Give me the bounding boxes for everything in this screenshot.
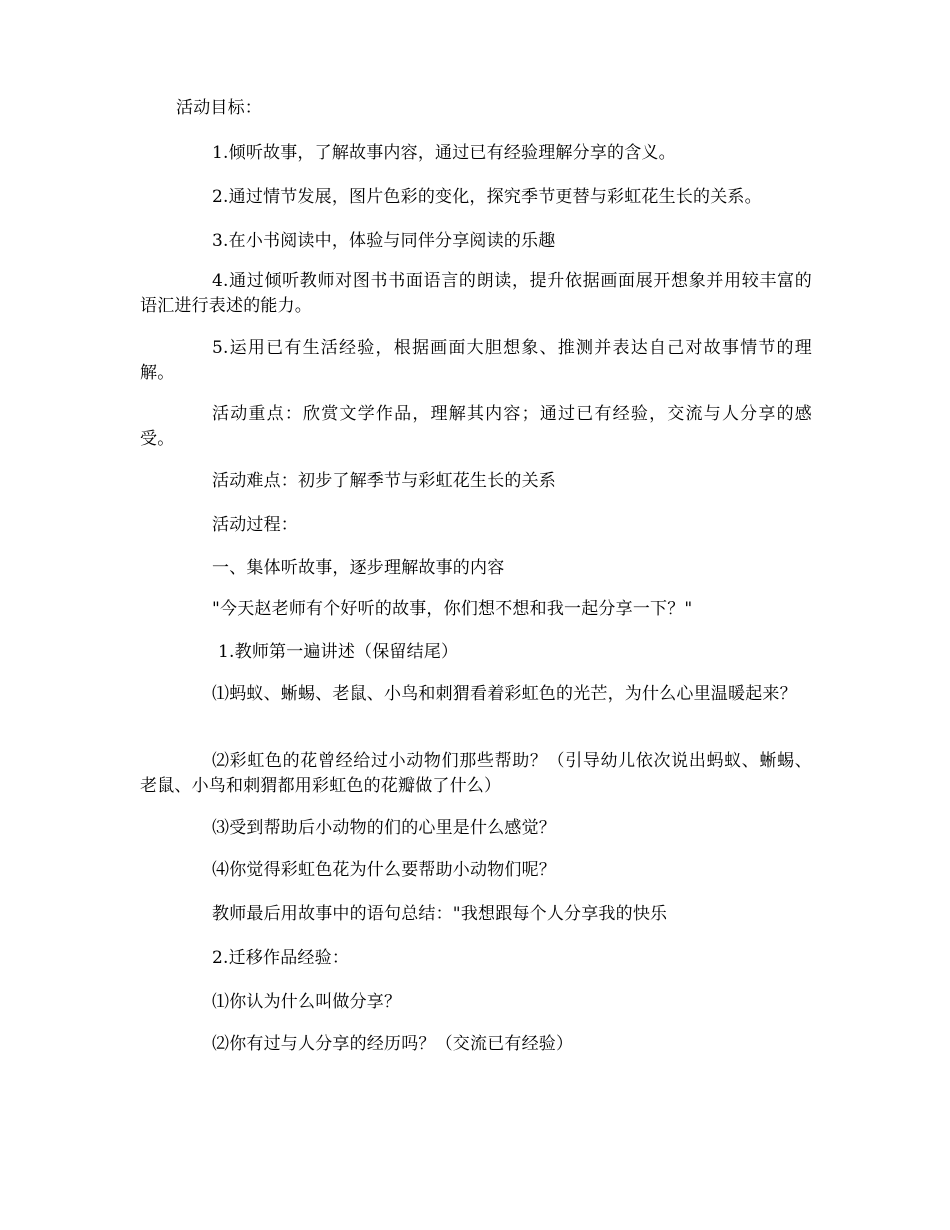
transfer-question-1: ⑴你认为什么叫做分享？ <box>212 992 402 1012</box>
section-heading-goals: 活动目标： <box>176 98 262 118</box>
difficult-points: 活动难点：初步了解季节与彩虹花生长的关系 <box>212 471 556 491</box>
question-4: ⑷你觉得彩虹色花为什么要帮助小动物们呢？ <box>212 860 556 880</box>
question-3: ⑶受到帮助后小动物的们的心里是什么感觉？ <box>212 818 556 838</box>
question-1: ⑴蚂蚁、蜥蜴、老鼠、小鸟和刺猬看着彩虹色的光芒，为什么心里温暖起来？ <box>212 684 797 704</box>
goal-item-3: 3.在小书阅读中，体验与同伴分享阅读的乐趣 <box>212 231 556 251</box>
goal-item-2: 2.通过情节发展，图片色彩的变化，探究季节更替与彩虹花生长的关系。 <box>212 187 762 207</box>
transfer-question-2: ⑵你有过与人分享的经历吗？（交流已有经验） <box>212 1034 574 1054</box>
goal-item-1: 1.倾听故事，了解故事内容，通过已有经验理解分享的含义。 <box>212 143 676 163</box>
transfer-experience: 2.迁移作品经验： <box>212 948 350 968</box>
goal-item-5: 5.运用已有生活经验，根据画面大胆想象、推测并表达自己对故事情节的理解。 <box>140 338 812 383</box>
question-2: ⑵彩虹色的花曾经给过小动物们那些帮助？（引导幼儿依次说出蚂蚁、蜥蜴、老鼠、小鸟和刺猬都用彩虹色的花瓣做了什么） <box>140 751 812 796</box>
teacher-summary: 教师最后用故事中的语句总结："我想跟每个人分享我的快乐 <box>212 904 668 924</box>
section-heading-process: 活动过程： <box>212 515 298 535</box>
key-points: 活动重点：欣赏文学作品，理解其内容；通过已有经验，交流与人分享的感受。 <box>140 404 812 449</box>
goal-item-4: 4.通过倾听教师对图书书面语言的朗读，提升依据画面展开想象并用较丰富的语汇进行表述的能力。 <box>140 271 812 316</box>
process-step-1: 一、集体听故事，逐步理解故事的内容 <box>212 558 505 578</box>
teacher-first-telling: 1.教师第一遍讲述（保留结尾） <box>218 642 459 662</box>
teacher-quote: "今天赵老师有个好听的故事，你们想不想和我一起分享一下？" <box>212 599 693 619</box>
